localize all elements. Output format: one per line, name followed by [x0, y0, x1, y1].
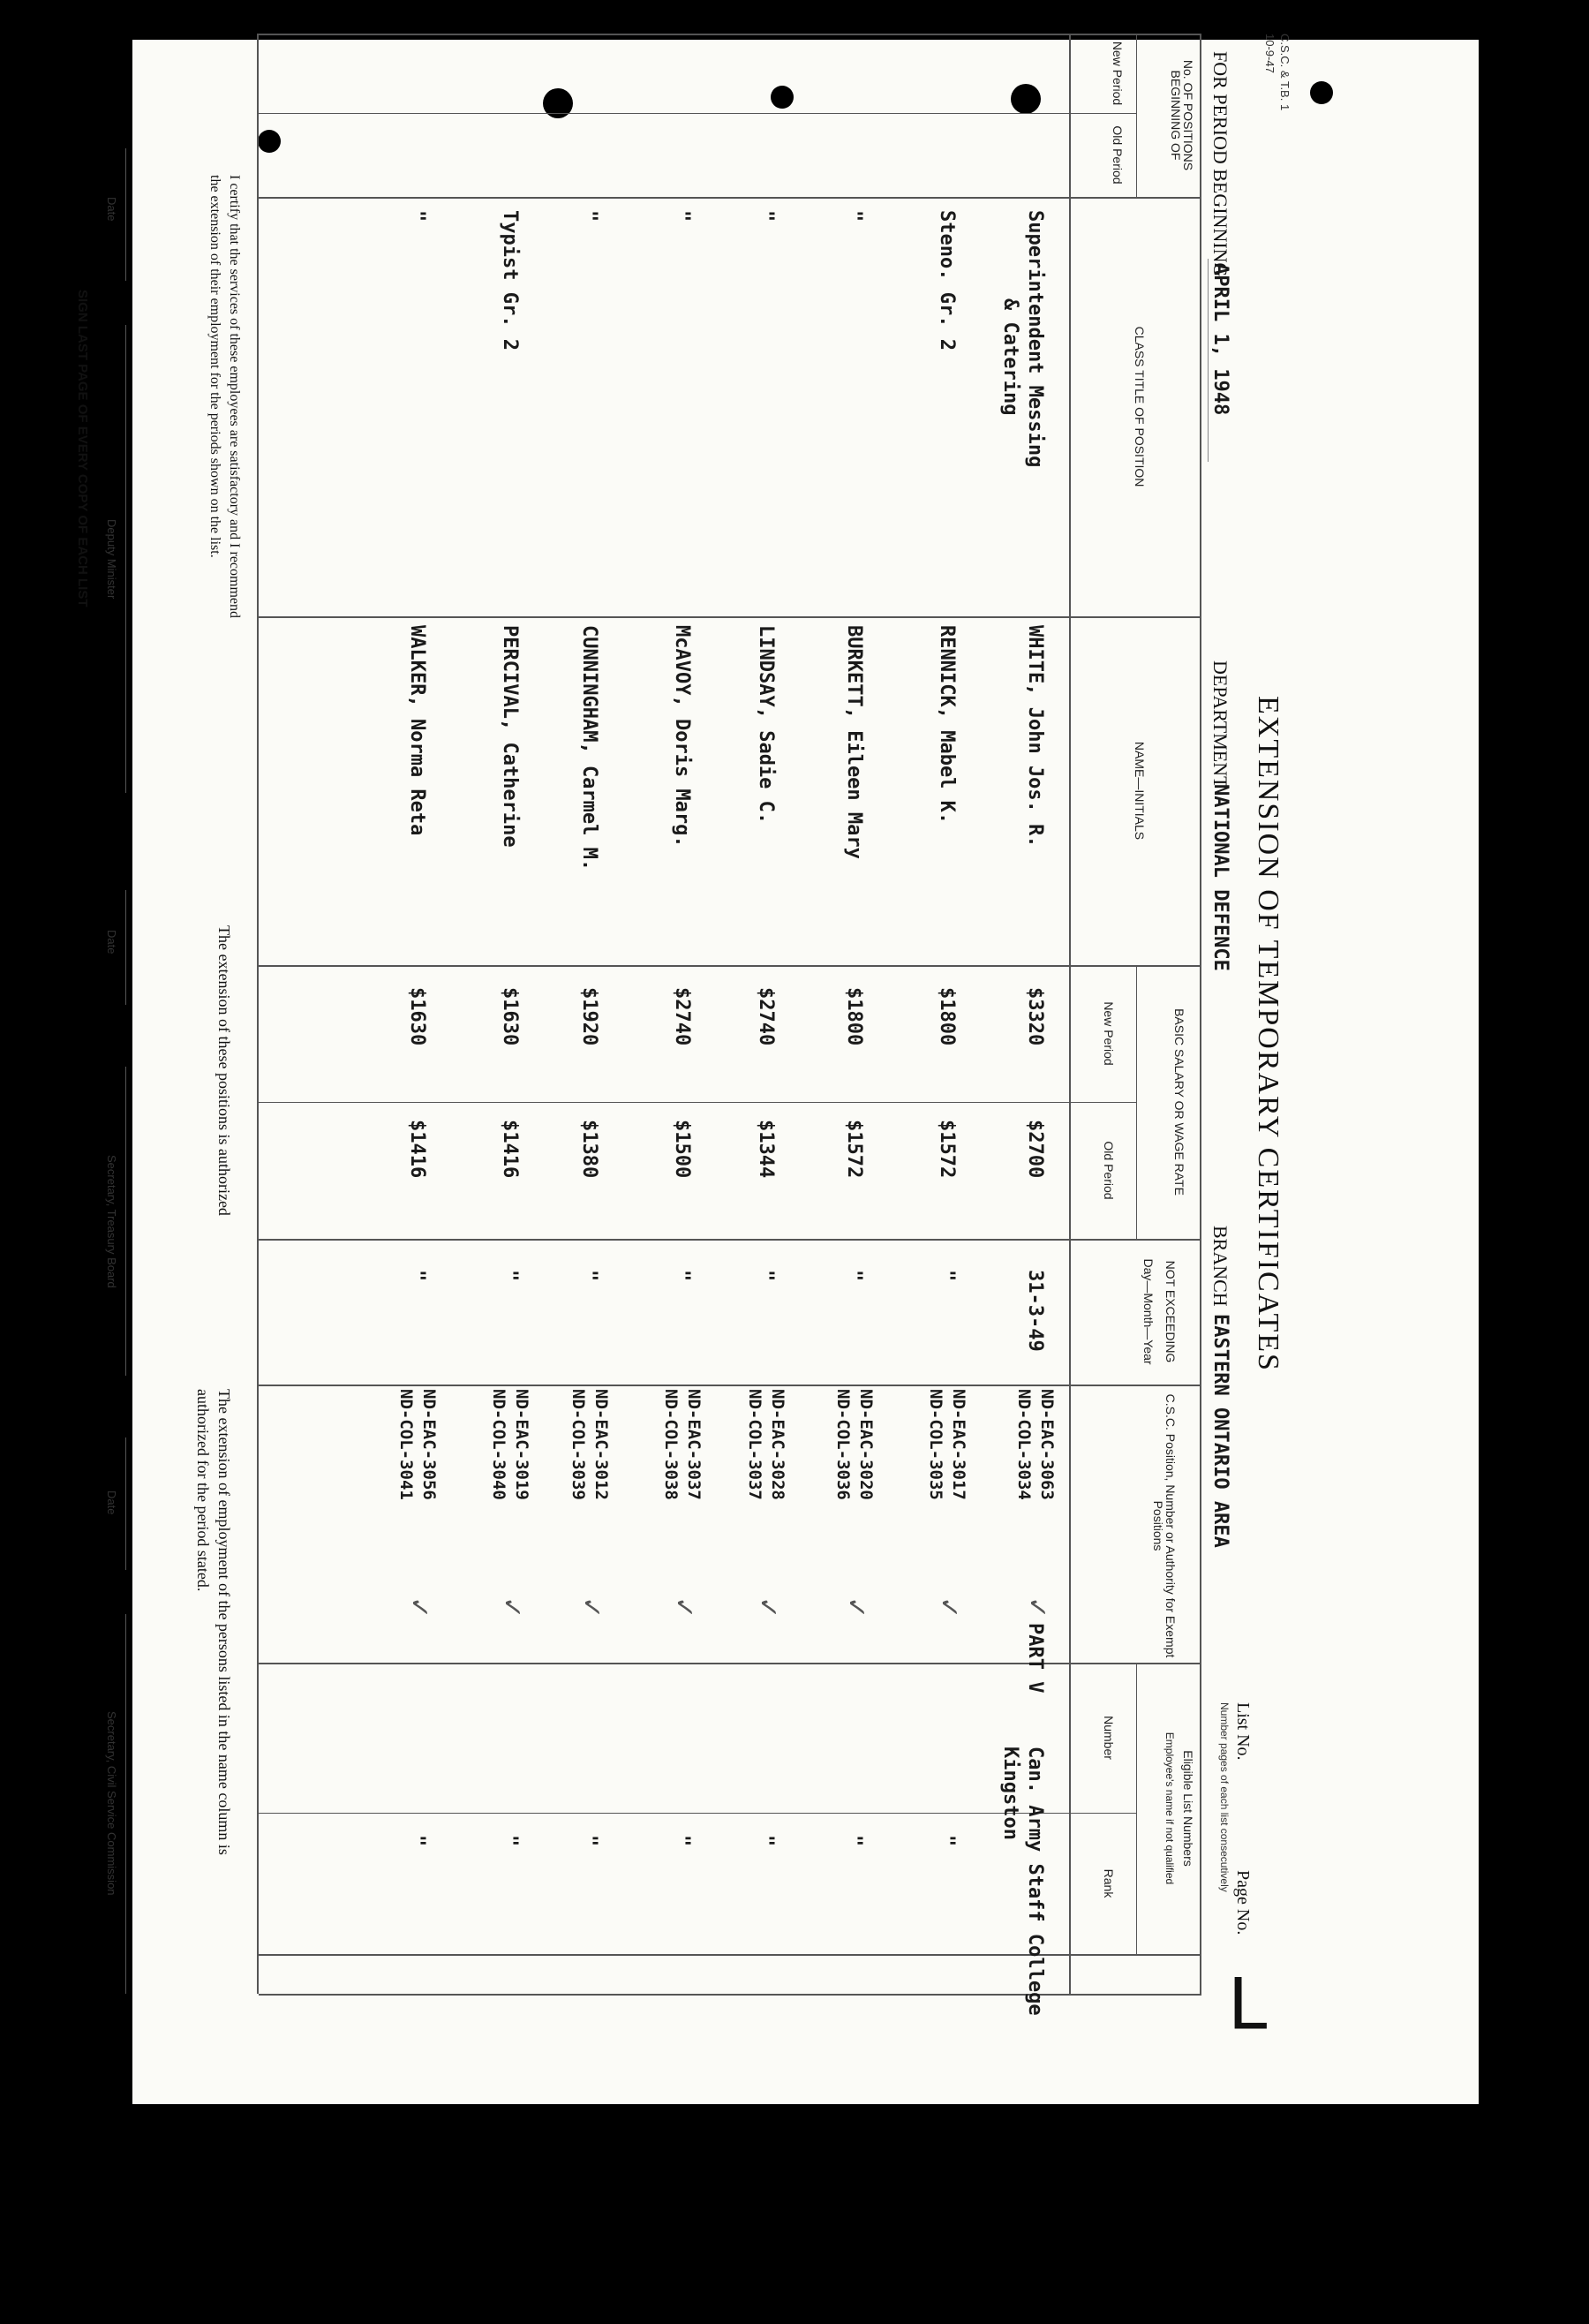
csc-authority-cell: ND-COL-3040	[489, 1389, 508, 1500]
header-csc-position: C.S.C. Position, Number or Authority for Exempt Positions	[1151, 1393, 1178, 1658]
salary-new-cell: $2740	[755, 987, 777, 1046]
header-old-period: Old Period	[1111, 125, 1125, 185]
salary-new-cell: $1800	[843, 987, 865, 1046]
col-divider	[259, 1102, 1137, 1103]
not-exceeding-cell: "	[671, 1270, 693, 1282]
col-divider	[259, 1954, 1201, 1956]
header-new-period: New Period	[1111, 41, 1125, 106]
csc-authority-cell: ND-COL-3035	[926, 1389, 945, 1500]
check-mark: ✓	[668, 1596, 699, 1619]
period-underline	[1208, 259, 1209, 462]
division-cell: "	[936, 1835, 958, 1847]
header-number: Number	[1102, 1716, 1116, 1760]
salary-old-cell: $1572	[843, 1120, 865, 1179]
division-cell: "	[578, 1835, 600, 1847]
check-mark: ✓	[752, 1596, 783, 1619]
signature-line	[125, 148, 126, 281]
name-cell: CUNNINGHAM, Carmel M.	[578, 625, 600, 872]
period-label: FOR PERIOD BEGINNING	[1209, 51, 1231, 277]
salary-new-cell: $1800	[936, 987, 958, 1046]
form-title: EXTENSION OF TEMPORARY CERTIFICATES	[1252, 696, 1284, 1372]
class-title-cell: "	[578, 210, 600, 223]
date-label: Date	[105, 1490, 118, 1515]
csc-position-cell: ND-EAC-3037	[684, 1389, 704, 1500]
not-exceeding-cell: "	[499, 1270, 521, 1282]
not-exceeding-cell: "	[578, 1270, 600, 1282]
csc-position-cell: ND-EAC-3020	[856, 1389, 876, 1500]
header-salary-new: New Period	[1102, 1001, 1116, 1066]
salary-new-cell: $1920	[578, 987, 600, 1046]
date-label: Date	[105, 930, 118, 954]
header-class-title: CLASS TITLE OF POSITION	[1133, 326, 1147, 487]
certify-line-2: the extension of their employment for the periods shown on the list.	[207, 175, 222, 558]
form-code-line: C.S.C. & T.B. 1	[1278, 34, 1292, 111]
check-mark: ✓	[403, 1596, 434, 1619]
class-title-cell: Steno. Gr. 2	[936, 210, 958, 351]
csc-position-cell: ND-EAC-3017	[949, 1389, 968, 1500]
name-cell: LINDSAY, Sadie C.	[755, 625, 777, 825]
division-cell: "	[499, 1835, 521, 1847]
csc-authority-cell: ND-COL-3036	[833, 1389, 853, 1500]
secretary-csc-label: Secretary, Civil Service Commission	[105, 1711, 118, 1896]
class-title-cell: "	[843, 210, 865, 223]
punch-hole	[1310, 81, 1333, 104]
division-cell: "	[406, 1835, 428, 1847]
header-name-initials: NAME—INITIALS	[1133, 741, 1147, 841]
rotated-form	[3, 7, 1300, 2056]
salary-new-cell: $1630	[406, 987, 428, 1046]
signature-line	[125, 890, 126, 1005]
salary-old-cell: $1416	[499, 1120, 521, 1179]
branch-label: BRANCH	[1209, 1226, 1231, 1307]
signature-line	[125, 1067, 126, 1376]
name-cell: PERCIVAL, Catherine	[499, 625, 521, 848]
division-cell: Kingston	[999, 1747, 1021, 1840]
employment-line-2: authorized for the period stated.	[194, 1389, 212, 1592]
division-cell: "	[755, 1835, 777, 1847]
header-num-positions: No. OF POSITIONS BEGINNING OF	[1169, 59, 1195, 171]
secretary-treasury-label: Secretary, Treasury Board	[105, 1155, 118, 1288]
not-exceeding-cell: 31-3-49	[1024, 1270, 1046, 1352]
header-eligible-note: Employee's name if not qualified	[1164, 1732, 1176, 1885]
csc-position-cell: ND-EAC-3063	[1037, 1389, 1057, 1500]
date-label: Date	[105, 197, 118, 222]
form-code	[1261, 34, 1292, 110]
csc-authority-cell: ND-COL-3041	[396, 1389, 416, 1500]
col-divider	[259, 1663, 1201, 1664]
signature-line	[125, 1614, 126, 1994]
header-day-month-year: Day—Month—Year	[1141, 1258, 1156, 1365]
period-value: APRIL 1, 1948	[1209, 263, 1231, 416]
form-code-date: 10-9-47	[1263, 34, 1277, 73]
csc-position-cell: ND-EAC-3056	[419, 1389, 439, 1500]
check-mark: ✓	[840, 1596, 871, 1619]
num-subheader-line	[1136, 34, 1137, 197]
name-cell: RENNICK, Mabel K.	[936, 625, 958, 825]
class-title-cell: "	[671, 210, 693, 223]
salary-old-cell: $2700	[1024, 1120, 1046, 1179]
check-mark: ✓	[1021, 1596, 1052, 1619]
csc-position-cell: ND-EAC-3028	[768, 1389, 787, 1500]
col-divider	[259, 1994, 1201, 1996]
salary-new-cell: $1630	[499, 987, 521, 1046]
eligible-subheader-line	[1136, 1663, 1137, 1954]
not-exceeding-cell: "	[406, 1270, 428, 1282]
col-divider	[259, 113, 1137, 114]
salary-old-cell: $1416	[406, 1120, 428, 1179]
salary-new-cell: $3320	[1024, 987, 1046, 1046]
class-title-cell: & Catering	[999, 298, 1021, 416]
csc-authority-cell: ND-COL-3038	[661, 1389, 681, 1500]
department-value: NATIONAL DEFENCE	[1209, 784, 1231, 971]
name-cell: WALKER, Norma Reta	[406, 625, 428, 836]
signature-line	[125, 1437, 126, 1570]
check-mark: ✓	[933, 1596, 964, 1619]
col-divider	[259, 1385, 1201, 1386]
col-divider	[259, 616, 1201, 618]
not-exceeding-cell: "	[755, 1270, 777, 1282]
deputy-minister-label: Deputy Minister	[105, 519, 118, 600]
col-divider	[259, 197, 1201, 199]
signature-line	[125, 325, 126, 793]
sign-note: SIGN LAST PAGE OF EVERY COPY OF EACH LIST	[75, 290, 90, 607]
header-eligible-list: Eligible List Numbers	[1181, 1750, 1195, 1867]
employment-line-1: The extension of employment of the persons listed in the name column is	[215, 1389, 233, 1855]
table-bottom-line	[257, 34, 259, 1994]
csc-position-cell: ND-EAC-3012	[591, 1389, 611, 1500]
salary-new-cell: $2740	[671, 987, 693, 1046]
check-mark: ✓	[496, 1596, 527, 1619]
corner-mark: L	[1227, 1963, 1268, 2046]
header-salary-old: Old Period	[1102, 1141, 1116, 1200]
header-rank: Rank	[1102, 1868, 1116, 1898]
class-title-cell: Typist Gr. 2	[499, 210, 521, 351]
check-mark: ✓	[576, 1596, 606, 1619]
class-title-cell: Superintendent Messing	[1024, 210, 1046, 468]
certify-line-1: I certify that the services of these employees are satisfactory and I recommend	[227, 175, 242, 619]
name-cell: WHITE, John Jos. R.	[1024, 625, 1046, 848]
division-cell: Can. Army Staff College	[1024, 1747, 1046, 2016]
class-title-cell: "	[755, 210, 777, 223]
header-basic-salary: BASIC SALARY OR WAGE RATE	[1172, 1008, 1186, 1196]
department-label: DEPARTMENT	[1209, 660, 1231, 788]
header-not-exceeding: NOT EXCEEDING	[1164, 1260, 1178, 1363]
class-title-cell: "	[406, 210, 428, 223]
division-cell: "	[843, 1835, 865, 1847]
name-cell: BURKETT, Eileen Mary	[843, 625, 865, 859]
eligible-note-cell: PART V	[1024, 1623, 1046, 1694]
col-divider	[259, 34, 1201, 35]
not-exceeding-cell: "	[936, 1270, 958, 1282]
salary-old-cell: $1572	[936, 1120, 958, 1179]
salary-old-cell: $1344	[755, 1120, 777, 1179]
page-no-label: Page No.	[1233, 1870, 1253, 1935]
csc-position-cell: ND-EAC-3019	[512, 1389, 531, 1500]
col-divider	[259, 965, 1201, 967]
table-header-bottom	[1069, 34, 1071, 1994]
division-cell: "	[671, 1835, 693, 1847]
authorized-text: The extension of these positions is authorized	[215, 925, 233, 1216]
not-exceeding-cell: "	[843, 1270, 865, 1282]
name-cell: McAVOY, Doris Marg.	[671, 625, 693, 848]
salary-old-cell: $1380	[578, 1120, 600, 1179]
page-note: Number pages of each list consecutively	[1218, 1702, 1231, 1892]
csc-authority-cell: ND-COL-3034	[1014, 1389, 1034, 1500]
branch-value: EASTERN ONTARIO AREA	[1209, 1314, 1231, 1548]
csc-authority-cell: ND-COL-3037	[745, 1389, 764, 1500]
col-divider	[259, 1239, 1201, 1241]
csc-authority-cell: ND-COL-3039	[569, 1389, 588, 1500]
list-no-label: List No.	[1233, 1702, 1253, 1761]
salary-old-cell: $1500	[671, 1120, 693, 1179]
table-top-line	[1200, 34, 1201, 1994]
